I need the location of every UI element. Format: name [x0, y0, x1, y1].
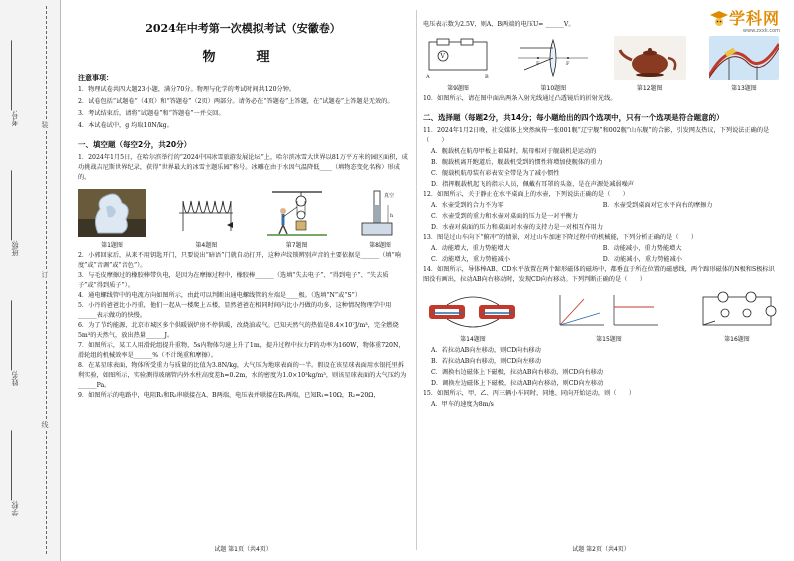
figure-caption: 第15题图	[596, 336, 622, 343]
question-10: 10．如图所示，请在图中面出两条入射光线通过凸透镜后的折射光线。	[423, 95, 617, 102]
figure-1	[78, 189, 146, 249]
zxxk-logo[interactable]	[709, 6, 780, 34]
question-3: 3．与毛皮摩擦过的橡胶棒带负电，是因为在摩擦过程中，橡胶棒______（选填“失去电子”、“得到电子”、“失去质子”或“得到质子”）。	[78, 272, 389, 289]
options-grid	[423, 243, 779, 265]
figure-8	[352, 189, 408, 249]
svg-text:A: A	[426, 74, 430, 80]
ice-sculpture-photo	[78, 189, 146, 237]
figure-caption: 第13题图	[731, 85, 757, 92]
figure-caption: 第14题图	[460, 336, 486, 343]
cut-mark: 线	[41, 421, 49, 428]
options-grid	[423, 200, 779, 233]
pulley-diagram	[267, 189, 327, 237]
question-4: 4．通电螺线管中的电流方向如图所示，由此可以判断出通电螺线管的左端是____极。（选填“N”或“S”）	[78, 292, 362, 299]
option: C．水壶受到的重力和水壶对桌面的压力是一对平衡力	[431, 213, 579, 220]
cut-mark: 订	[41, 271, 49, 278]
logo-url: www.zxxk.com	[742, 28, 780, 34]
figure-caption: 第10题图	[540, 85, 567, 92]
figure-row	[423, 36, 779, 92]
question-6: 6．为了节约能源，北京市城区多个供暖锅炉房不停供暖，改烧油或气。已知天然气的热值是8.4×10⁷J/m³，完全燃烧5m³的天然气，放出热量______J。	[78, 322, 399, 339]
question-8: 8．在某星球表面，物体所受重力与质量的比值为3.8N/kg，大气压为地球表面的一半。假设在该星球表面用水银托里拆利实验，如图所示，实验测得玻璃管内外水柱高度差h=0.2m，水的密度为1.0×10³kg/m³，则该星球表面的大气压约为______Pa。	[78, 362, 407, 389]
parallel-circuit-diagram	[695, 291, 779, 331]
figure-12	[614, 36, 686, 92]
note-item: 3．考试结束后，请将“试题卷”和“答题卷”一并交回。	[78, 110, 225, 117]
section-heading: 二、选择题（每题2分，共14分；每小题给出的四个选项中，只有一个选项是符合题意的）	[423, 113, 724, 122]
question-2: 2．小郭回家后，从来不用钥匙开门，只要说出“暗语”门就自动打开，这种声纹锁辨别声音的主要依据是______（填“响度”或“音调”或“音色”）。	[78, 252, 401, 269]
section-heading: 一、填空题（每空2分，共20分）	[78, 140, 192, 149]
cut-mark: 装	[41, 121, 49, 128]
question-5: 5．小丹的爸爸比小丹重，他们一起从一楼爬上五楼，显然爸爸在相同时间内比小丹做的功多，这种情况物理学中用______表示做功的快慢。	[78, 302, 392, 319]
page-footer: 试题 第2页（共4页）	[572, 546, 630, 553]
figure-9	[423, 36, 493, 92]
figure-caption: 第7题图	[285, 242, 308, 249]
motion-graphs	[554, 291, 664, 331]
option: A．若拉动AB向左移动，则CD向右移动	[431, 347, 541, 354]
svg-text:h: h	[389, 213, 394, 219]
left-column	[78, 0, 408, 561]
cut-line	[46, 6, 47, 554]
option: D．水壶对桌面的压力和桌面对水壶的支持力是一对相互作用力	[431, 224, 604, 231]
question-11: 11．2024年1月2日晚，社交媒体上突然疯传一张001舰“辽宁舰”和002舰“山东舰”的合影，引发网友热议，下列说法正确的是（ ）	[423, 127, 770, 144]
question-1: 1．2024年1月5日，在哈尔滨举行的“2024中国冰雪旅游发展论坛”上，哈尔滨冰雪大世界以81万平方米的园区面积，成功挑战吉尼斯世界纪录，获得“世界最大的冰雪主题乐园”称号。冰雕在由于水因气温降低____（填物态变化名称）形成的。	[78, 154, 408, 181]
svg-text:F: F	[566, 61, 570, 67]
option: C．舰载机航母装有彩表安全带是为了减小惯性	[431, 170, 560, 177]
figure-4	[171, 189, 241, 249]
svg-text:真空: 真空	[383, 193, 394, 199]
question-15: 15．如图所示，甲、乙、丙三辆小车同时、同地、同向开始运动，则（ ）	[423, 390, 636, 397]
binding-strip	[0, 0, 61, 561]
column-divider	[416, 10, 417, 550]
option: D．指挥舰载机起飞的指示人员，佩戴有耳罩的头盔，是在声源处减弱噪声	[431, 181, 634, 188]
note-item: 1．物理试卷共四大题23小题，满分70分。物理与化学的考试时间共120分钟。	[78, 86, 296, 93]
exam-title: 2024年中考第一次模拟考试（安徽卷）	[145, 22, 341, 35]
figure-13	[709, 36, 779, 92]
question-14: 14．如图所示，导体棒AB、CD水平放置在两个蹄形磁体的磁场中，都垂直于所在位置的磁感线，两个蹄形磁体的N极和S极标识图没有画出，拉动AB向右移动时，发现CD向右移动。下列判断正确的是（ ）	[423, 266, 775, 283]
option: A．舰载机在航母甲板上着陆时，航母相对于舰载机是运动的	[431, 148, 597, 155]
teapot-photo	[614, 36, 686, 80]
figure-14	[423, 291, 523, 343]
figure-caption: 第9题图	[447, 85, 469, 92]
notes-heading: 注意事项：	[78, 73, 113, 82]
figure-7	[267, 189, 327, 249]
option: A．动能增大，重力势能增大	[431, 245, 510, 252]
roller-coaster-photo	[709, 36, 779, 80]
option: B．动能减小，重力势能增大	[602, 245, 682, 252]
circuit-diagram	[423, 36, 493, 80]
question-12: 12．如图所示，关于静止在水平桌面上的水壶，下列说法正确的是（ ）	[423, 191, 629, 198]
logo-brand: 学科网	[728, 9, 780, 28]
solenoid-diagram	[171, 189, 241, 237]
option: C．动能增大，重力势能减小	[431, 256, 510, 263]
magnet-rails-diagram	[423, 291, 523, 331]
option: D．动能减小，重力势能减小	[602, 256, 682, 263]
figure-15	[554, 291, 664, 343]
figure-caption: 第16题图	[724, 336, 750, 343]
figure-row	[78, 189, 408, 249]
figure-10	[516, 36, 590, 92]
question-9: 9．如图所示的电路中，电阻R₁和R₂串联接在A、B两端，电压表并联接在R₁两端，已知R₁=10Ω，R₂=20Ω，	[78, 392, 380, 399]
option: A．水壶受到的合力不为零	[431, 202, 504, 209]
svg-text:B: B	[485, 74, 489, 80]
page-footer: 试题 第1页（共4页）	[214, 546, 272, 553]
lens-diagram	[516, 36, 590, 80]
option: A．甲车的速度为8m/s	[431, 401, 494, 408]
name-field: 姓名:	[10, 300, 28, 386]
svg-text:V: V	[440, 53, 445, 60]
question-9-continued: 电压表示数为2.5V，则A、B两端的电压U= ______V。	[423, 21, 575, 28]
graduation-cap-icon	[709, 9, 729, 27]
option: B．若拉动AB向右移动，则CD向左移动	[431, 358, 541, 365]
figure-row	[423, 291, 779, 343]
note-item: 4．本试卷试中，g 均取10N/kg。	[78, 122, 173, 129]
class-field: 班级:	[10, 170, 28, 256]
figure-caption: 第4题图	[195, 242, 218, 249]
subject-title: 物 理	[202, 50, 284, 65]
option: D．调换左边磁体上下磁极，拉动AB向右移动，则CD向左移动	[431, 380, 604, 387]
svg-text:F: F	[536, 61, 540, 67]
option: C．调换右边磁体上下磁极，拉动AB向右移动，则CD向右移动	[431, 369, 603, 376]
exam-number-field: 考号:	[10, 40, 28, 126]
note-item: 2．试卷包括“试题卷”（4页）和“答题卷”（2页）两部分。请务必在“答题卷”上答题，在“试题卷”上答题是无效的。	[78, 98, 394, 105]
figure-caption: 第1题图	[101, 242, 123, 249]
option: B．水壶受到桌面对它水平向右的摩擦力	[602, 202, 713, 209]
question-7: 7．如图所示，某工人用滑轮组提升重物，5s内物体匀速上升了1m，提升过程中拉力F的功率为160W，物体重720N，滑轮组的机械效率是______%（不计绳重和摩擦）。	[78, 342, 405, 359]
figure-16	[695, 291, 779, 343]
question-13: 13．图是过山车向下“俯冲”的情景，对过山车加速下降过程中的机械能，下列分析正确的是（ ）	[423, 234, 698, 241]
figure-caption: 第12题图	[636, 85, 663, 92]
school-field: 学校:	[10, 430, 28, 516]
option: B．舰载机离开跑道后，舰载机受到的惯性将增加使舰体的重力	[431, 159, 603, 166]
figure-caption: 第8题图	[369, 242, 391, 249]
torricelli-diagram	[352, 189, 408, 237]
right-column	[423, 0, 779, 561]
